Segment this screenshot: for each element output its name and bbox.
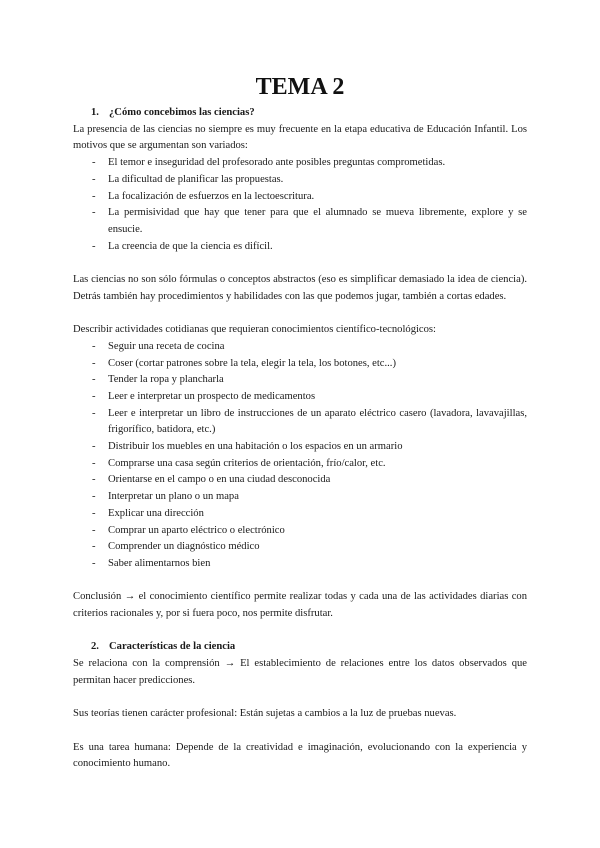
bullet-dash: - bbox=[92, 491, 96, 503]
activities-list bbox=[73, 339, 527, 573]
section-1-paragraph-2: Las ciencias no son sólo fórmulas o conceptos abstractos (eso es simplificar demasiado la idea de ciencia). Detrás también hay procedimientos y habilidades con las que podemos jugar, también a cortas edades. bbox=[73, 274, 527, 302]
bullet-dash: - bbox=[92, 474, 96, 486]
heading-text: Características de la ciencia bbox=[109, 641, 236, 653]
list-item-text: Comprar un aparto eléctrico o electrónico bbox=[108, 524, 285, 536]
list-item bbox=[73, 539, 527, 556]
list-item bbox=[73, 406, 527, 439]
list-item bbox=[73, 523, 527, 540]
list-item-text: La permisividad que hay que tener para que el alumnado se mueva libremente, explore y se ensucie. bbox=[108, 207, 527, 235]
list-item bbox=[73, 155, 527, 172]
list-item-text: La creencia de que la ciencia es difícil. bbox=[108, 240, 273, 252]
bullet-dash: - bbox=[92, 374, 96, 386]
list-item-text: La focalización de esfuerzos en la lectoescritura. bbox=[108, 190, 315, 202]
reasons-list bbox=[73, 155, 527, 255]
list-item bbox=[73, 506, 527, 523]
document-title: TEMA 2 bbox=[255, 74, 345, 100]
section-1-paragraph-3: Describir actividades cotidianas que requieran conocimientos científico-tecnológicos: bbox=[73, 324, 436, 336]
section-2-heading bbox=[73, 639, 527, 656]
list-item bbox=[73, 389, 527, 406]
bullet-dash: - bbox=[92, 207, 96, 219]
list-item bbox=[73, 372, 527, 389]
section-2-paragraph-2: Sus teorías tienen carácter profesional: Están sujetas a cambios a la luz de pruebas nuevas. bbox=[73, 708, 457, 720]
list-item bbox=[73, 339, 527, 356]
list-item-text: Interpretar un plano o un mapa bbox=[108, 491, 239, 503]
list-item-text: Leer e interpretar un libro de instrucciones de un aparato eléctrico casero (lavadora, lavavajillas, frigorífico, batidora, etc.) bbox=[108, 407, 527, 436]
list-item bbox=[73, 456, 527, 473]
heading-text: ¿Cómo concebimos las ciencias? bbox=[109, 107, 255, 118]
section-2-paragraph-1: Se relaciona con la comprensión → El establecimiento de relaciones entre los datos observados que permitan hacer predicciones. bbox=[73, 658, 527, 686]
bullet-dash: - bbox=[92, 524, 96, 536]
list-item-text: La dificultad de planificar las propuestas. bbox=[108, 173, 284, 185]
bullet-dash: - bbox=[92, 390, 96, 402]
section-2-paragraph-3: Es una tarea humana: Depende de la creatividad e imaginación, evolucionando con la experiencia y conocimiento humano. bbox=[73, 741, 527, 770]
list-item-text: El temor e inseguridad del profesorado ante posibles preguntas comprometidas. bbox=[108, 157, 446, 169]
bullet-dash: - bbox=[92, 457, 96, 469]
list-item-text: Tender la ropa y plancharla bbox=[108, 374, 224, 386]
bullet-dash: - bbox=[92, 157, 96, 169]
bullet-dash: - bbox=[92, 441, 96, 453]
list-item-text: Coser (cortar patrones sobre la tela, elegir la tela, los botones, etc...) bbox=[108, 357, 396, 369]
list-item-text: Comprarse una casa según criterios de orientación, frío/calor, etc. bbox=[108, 457, 386, 469]
heading-number: 2. bbox=[91, 641, 99, 653]
bullet-dash: - bbox=[92, 190, 96, 202]
heading-number: 1. bbox=[91, 107, 99, 118]
list-item-text: Comprender un diagnóstico médico bbox=[108, 541, 260, 553]
list-item-text: Explicar una dirección bbox=[108, 507, 204, 519]
list-item bbox=[73, 189, 527, 206]
bullet-dash: - bbox=[92, 541, 96, 553]
bullet-dash: - bbox=[92, 507, 96, 519]
list-item bbox=[73, 556, 527, 573]
list-item bbox=[73, 172, 527, 189]
list-item bbox=[73, 472, 527, 489]
section-1-intro: La presencia de las ciencias no siempre es muy frecuente en la etapa educativa de Educación Infantil. Los motivos que se argumentan son variados: bbox=[73, 123, 527, 152]
list-item-text: Orientarse en el campo o en una ciudad desconocida bbox=[108, 474, 331, 486]
bullet-dash: - bbox=[92, 173, 96, 185]
list-item bbox=[73, 356, 527, 373]
bullet-dash: - bbox=[92, 407, 96, 419]
bullet-dash: - bbox=[92, 240, 96, 252]
list-item-text: Saber alimentarnos bien bbox=[108, 557, 211, 569]
list-item-text: Seguir una receta de cocina bbox=[108, 340, 225, 352]
list-item bbox=[73, 489, 527, 506]
conclusion: Conclusión → el conocimiento científico permite realizar todas y cada una de las actividades diarias con criterios racionales y, por si fuera poco, nos permite disfrutar. bbox=[73, 591, 527, 620]
section-1-heading bbox=[73, 105, 527, 122]
list-item bbox=[73, 205, 527, 238]
list-item-text: Leer e interpretar un prospecto de medicamentos bbox=[108, 390, 316, 402]
bullet-dash: - bbox=[92, 357, 96, 369]
list-item-text: Distribuir los muebles en una habitación o los espacios en un armario bbox=[108, 441, 403, 453]
list-item bbox=[73, 439, 527, 456]
list-item bbox=[73, 239, 527, 256]
bullet-dash: - bbox=[92, 557, 96, 569]
bullet-dash: - bbox=[92, 340, 96, 352]
